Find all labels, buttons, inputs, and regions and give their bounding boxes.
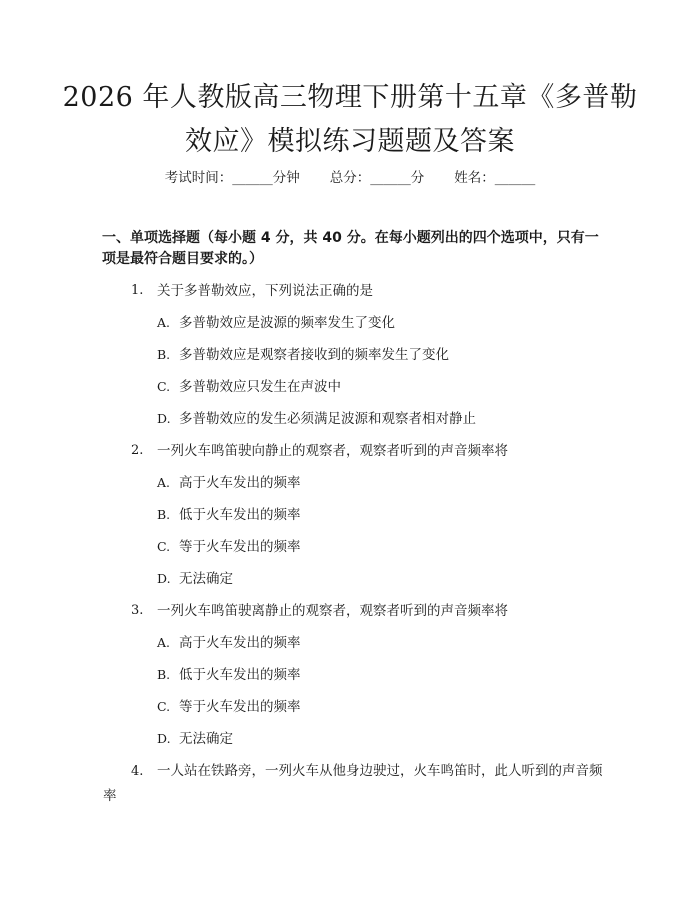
option-label: A.: [157, 315, 171, 330]
option-text: 多普勒效应是观察者接收到的频率发生了变化: [179, 347, 449, 363]
question-item: [103, 759, 603, 808]
option-item: [157, 569, 233, 589]
exam-time: 考试时间：______分钟: [164, 170, 300, 186]
option-label: A.: [157, 475, 171, 490]
option-text: 多普勒效应的发生必须满足波源和观察者相对静止: [179, 411, 476, 427]
option-label: D.: [157, 571, 171, 586]
option-label: B.: [157, 507, 171, 522]
question-text: 关于多普勒效应，下列说法正确的是: [157, 283, 373, 299]
option-item: [157, 697, 301, 717]
question-number: 2.: [131, 443, 144, 458]
exam-student-name: 姓名：______: [454, 170, 536, 186]
question-text: 一列火车鸣笛驶向静止的观察者，观察者听到的声音频率将: [157, 443, 508, 459]
option-text: 高于火车发出的频率: [179, 635, 301, 651]
option-label: B.: [157, 667, 171, 682]
option-item: [157, 729, 233, 749]
option-label: C.: [157, 379, 171, 394]
option-text: 低于火车发出的频率: [179, 667, 301, 683]
option-label: C.: [157, 539, 171, 554]
document-title: 2026 年人教版高三物理下册第十五章《多普勒效应》模拟练习题题及答案: [62, 82, 638, 157]
option-text: 等于火车发出的频率: [179, 699, 301, 715]
option-item: [157, 473, 301, 493]
option-label: B.: [157, 347, 171, 362]
exam-total-score: 总分：______分: [329, 170, 425, 186]
option-text: 等于火车发出的频率: [179, 539, 301, 555]
question-text: 一列火车鸣笛驶离静止的观察者，观察者听到的声音频率将: [157, 603, 508, 619]
option-label: D.: [157, 731, 171, 746]
question-number: 4.: [131, 764, 144, 779]
option-text: 高于火车发出的频率: [179, 475, 301, 491]
question-text: 一人站在铁路旁，一列火车从他身边驶过，火车鸣笛时，此人听到的声音频率: [103, 763, 603, 804]
option-text: 无法确定: [179, 571, 233, 587]
option-label: A.: [157, 635, 171, 650]
option-item: [157, 313, 395, 333]
option-text: 低于火车发出的频率: [179, 507, 301, 523]
option-text: 无法确定: [179, 731, 233, 747]
option-item: [157, 377, 341, 397]
option-label: C.: [157, 699, 171, 714]
option-text: 多普勒效应只发生在声波中: [179, 379, 341, 395]
option-item: [157, 409, 476, 429]
option-item: [157, 345, 449, 365]
option-item: [157, 665, 301, 685]
option-text: 多普勒效应是波源的频率发生了变化: [179, 315, 395, 331]
question-number: 3.: [131, 603, 144, 618]
exam-meta: [0, 168, 700, 188]
section-heading: 一、单项选择题（每小题 4 分，共 40 分。在每小题列出的四个选项中，只有一项是最符合题目要求的。）: [102, 230, 599, 267]
option-item: [157, 537, 301, 557]
option-item: [157, 633, 301, 653]
option-item: [157, 505, 301, 525]
option-label: D.: [157, 411, 171, 426]
question-number: 1.: [131, 283, 144, 298]
